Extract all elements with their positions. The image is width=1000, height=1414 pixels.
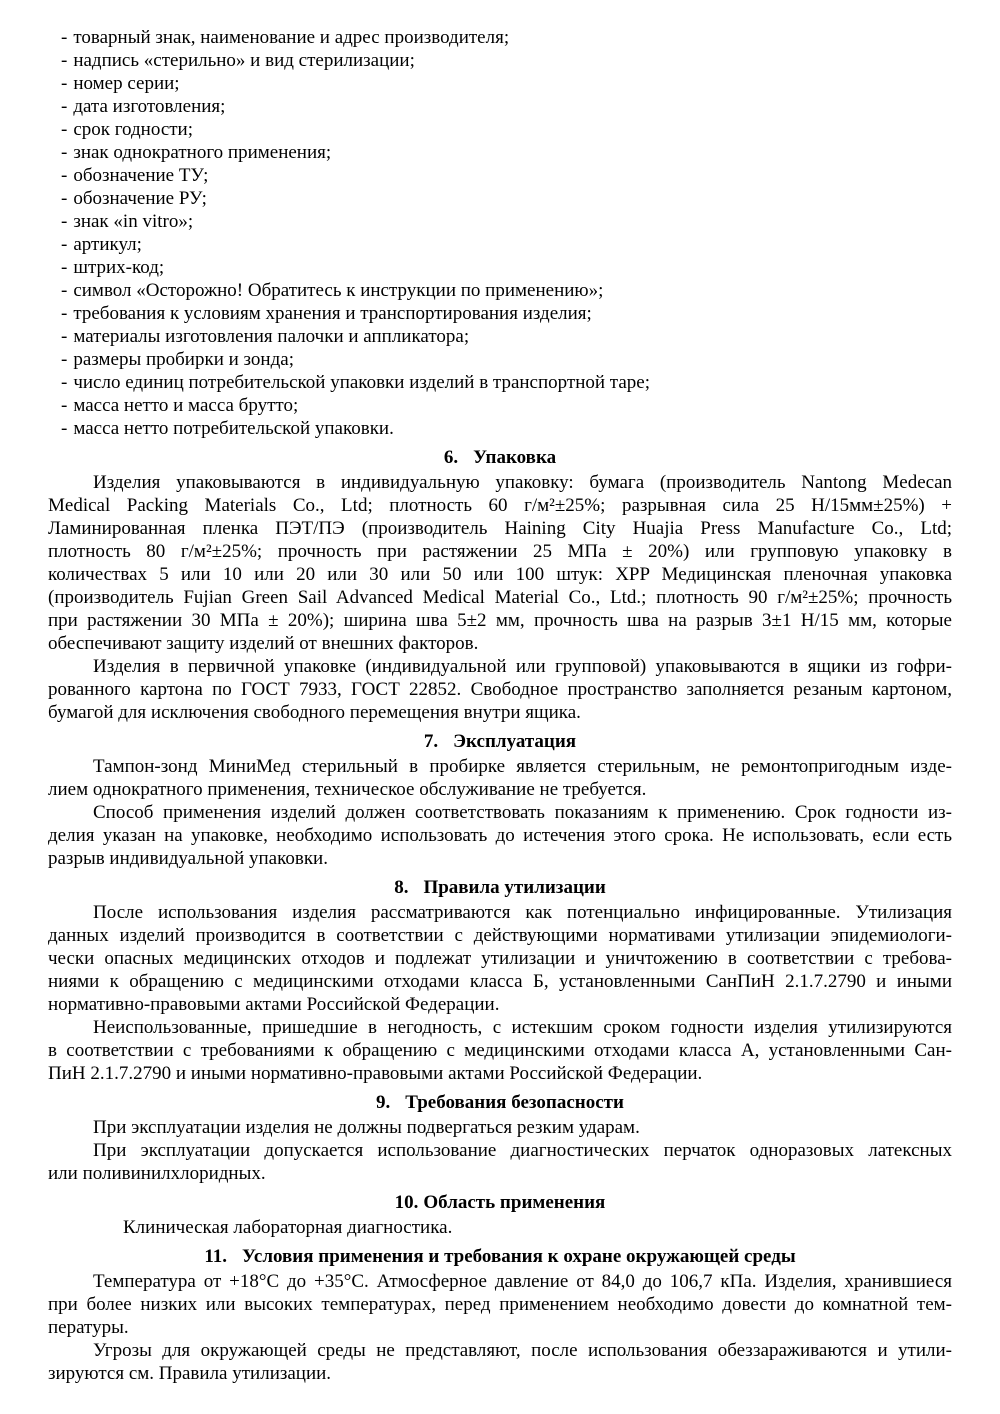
paragraph-line: в соответствии с требованиями к обращению с медицинскими отходами класса А, установленными Сан- [48, 1040, 952, 1061]
list-item [48, 302, 952, 325]
paragraph-line: пературы. [48, 1317, 129, 1338]
paragraph-line: Угрозы для окружающей среды не представляют, после использования обеззараживаются и утили- [93, 1340, 952, 1361]
list-marker: - [61, 27, 68, 48]
list-item [48, 72, 952, 95]
paragraph-line: Medical Packing Materials Co., Ltd; плотность 60 г/м²±25%; разрывная сила 25 Н/15мм±25%) + [48, 495, 952, 516]
list-item [48, 187, 952, 210]
list-marker: - [61, 142, 68, 163]
list-item-text: срок годности; [73, 119, 194, 140]
paragraph-line: при растяжении 30 МПа ± 20%); ширина шва 5±2 мм, прочность шва на разрыв 3±1 Н/15 мм, которые [48, 610, 952, 631]
list-marker: - [61, 119, 68, 140]
list-item-text: размеры пробирки и зонда; [73, 349, 294, 370]
paragraph-line: Ламинированная пленка ПЭТ/ПЭ (производитель Haining City Huajia Press Manufacture Co., Ltd; [48, 518, 952, 539]
list-item [48, 348, 952, 371]
list-item-text: масса нетто потребительской упаковки. [73, 418, 394, 439]
paragraph-line: делия указан на упаковке, необходимо использовать до истечения этого срока. Не использовать, если есть [48, 825, 952, 846]
paragraph-line: нормативно-правовыми актами Российской Федерации. [48, 994, 500, 1015]
paragraph-line: При эксплуатации допускается использование диагностических перчаток одноразовых латексных [93, 1140, 952, 1161]
heading-number: 7. [423, 731, 439, 752]
list-marker: - [61, 234, 68, 255]
paragraph-line: Способ применения изделий должен соответствовать показаниям к применению. Срок годности из- [93, 802, 952, 823]
paragraph-line: Тампон-зонд МиниМед стерильный в пробирке является стерильным, не ремонтопригодным изде- [93, 756, 952, 777]
list-item-text: знак однократного применения; [73, 142, 332, 163]
heading-number: 8. [394, 877, 409, 898]
list-marker: - [61, 303, 68, 324]
list-item-text: символ «Осторожно! Обратитесь к инструкции по применению»; [73, 280, 604, 301]
paragraph-line: (производитель Fujian Green Sail Advanced Medical Material Co., Ltd.; плотность 90 г/м²±25%; прочность [48, 587, 952, 608]
paragraph-line: разрыв индивидуальной упаковки. [48, 848, 328, 869]
paragraph-line: При эксплуатации изделия не должны подвергаться резким ударам. [93, 1117, 640, 1138]
list-item [48, 394, 952, 417]
paragraph [48, 1270, 952, 1339]
heading-number: 6. [443, 447, 459, 468]
list-item-text: обозначение РУ; [73, 188, 207, 209]
list-item-text: товарный знак, наименование и адрес производителя; [73, 27, 510, 48]
heading-title: Область применения [423, 1192, 606, 1213]
list-marker: - [61, 73, 68, 94]
section-heading-6 [48, 446, 952, 469]
list-marker: - [61, 280, 68, 301]
list-item [48, 325, 952, 348]
list-item-text: требования к условиям хранения и транспортирования изделия; [73, 303, 592, 324]
paragraph-line: количествах 5 или 10 или 20 или 30 или 50 или 100 штук: XPP Медицинская пленочная упаковка [48, 564, 952, 585]
paragraph-line: После использования изделия рассматриваются как потенциально инфицированные. Утилизация [93, 902, 952, 923]
list-marker: - [61, 418, 68, 439]
list-item-text: артикул; [73, 234, 142, 255]
list-item [48, 233, 952, 256]
paragraph-line: Клиническая лабораторная диагностика. [123, 1217, 453, 1238]
paragraph [48, 901, 952, 1016]
heading-title: Эксплуатация [453, 731, 577, 752]
paragraph-line: данных изделий производится в соответствии с действующими нормативами утилизации эпидемиологи- [48, 925, 952, 946]
paragraph-line: или поливинилхлоридных. [48, 1163, 266, 1184]
heading-title: Условия применения и требования к охране окружающей среды [242, 1246, 796, 1267]
list-item [48, 256, 952, 279]
paragraph [48, 471, 952, 655]
list-item-text: масса нетто и масса брутто; [73, 395, 299, 416]
paragraph-line: зируются см. Правила утилизации. [48, 1363, 332, 1384]
list-marker: - [61, 326, 68, 347]
heading-number: 10. [394, 1192, 419, 1213]
paragraph-line: бумагой для исключения свободного перемещения внутри ящика. [48, 702, 581, 723]
list-item [48, 279, 952, 302]
list-marker: - [61, 50, 68, 71]
section-heading-8 [48, 876, 952, 899]
list-item [48, 141, 952, 164]
paragraph-line: Температура от +18°С до +35°С. Атмосферное давление от 84,0 до 106,7 кПа. Изделия, хранившиеся [93, 1271, 952, 1292]
list-marker: - [61, 372, 68, 393]
list-item-text: надпись «стерильно» и вид стерилизации; [73, 50, 415, 71]
list-marker: - [61, 349, 68, 370]
list-item [48, 49, 952, 72]
list-marker: - [61, 211, 68, 232]
list-item [48, 26, 952, 49]
list-item-text: материалы изготовления палочки и аппликатора; [73, 326, 470, 347]
list-item-text: обозначение ТУ; [73, 165, 209, 186]
list-item-text: номер серии; [73, 73, 180, 94]
heading-number: 11. [204, 1246, 228, 1267]
heading-title: Упаковка [473, 447, 557, 468]
paragraph [48, 1016, 952, 1085]
paragraph-line: лием однократного применения, техническое обслуживание не требуется. [48, 779, 647, 800]
section-heading-7 [48, 730, 952, 753]
paragraph [48, 755, 952, 801]
heading-title: Требования безопасности [405, 1092, 624, 1113]
list-item [48, 417, 952, 440]
list-marker: - [61, 188, 68, 209]
paragraph [48, 801, 952, 870]
heading-number: 9. [376, 1092, 391, 1113]
list-marker: - [61, 395, 68, 416]
section-heading-11 [48, 1245, 952, 1268]
list-item [48, 210, 952, 233]
paragraph [48, 1116, 952, 1139]
list-item [48, 95, 952, 118]
list-marker: - [61, 257, 68, 278]
list-item [48, 164, 952, 187]
paragraph-line: чески опасных медицинских отходов и подлежат утилизации и уничтожению в соответствии с требова- [48, 948, 952, 969]
labeling-list [48, 26, 952, 440]
list-item-text: число единиц потребительской упаковки изделий в транспортной таре; [73, 372, 650, 393]
section-heading-10 [48, 1191, 952, 1214]
paragraph [48, 1139, 952, 1185]
paragraph [48, 1216, 952, 1239]
paragraph-line: обеспечивают защиту изделий от внешних факторов. [48, 633, 479, 654]
paragraph-line: Изделия в первичной упаковке (индивидуальной или групповой) упаковываются в ящики из гофри- [93, 656, 952, 677]
list-item-text: штрих-код; [73, 257, 165, 278]
paragraph [48, 655, 952, 724]
paragraph-line: рованного картона по ГОСТ 7933, ГОСТ 22852. Свободное пространство заполняется резаным картоном, [48, 679, 952, 700]
paragraph-line: при более низких или высоких температурах, перед применением необходимо довести до комнатной тем- [48, 1294, 952, 1315]
paragraph-line: ниями к обращению с медицинскими отходами класса Б, установленными СанПиН 2.1.7.2790 и иными [48, 971, 952, 992]
heading-title: Правила утилизации [423, 877, 606, 898]
paragraph-line: Неиспользованные, пришедшие в негодность, с истекшим сроком годности изделия утилизируются [93, 1017, 952, 1038]
paragraph-line: плотность 80 г/м²±25%; прочность при растяжении 25 МПа ± 20%) или групповую упаковку в [48, 541, 952, 562]
list-item [48, 371, 952, 394]
list-marker: - [61, 165, 68, 186]
list-marker: - [61, 96, 68, 117]
list-item-text: знак «in vitro»; [73, 211, 194, 232]
paragraph-line: ПиН 2.1.7.2790 и иными нормативно-правовыми актами Российской Федерации. [48, 1063, 703, 1084]
list-item [48, 118, 952, 141]
paragraph [48, 1339, 952, 1385]
list-item-text: дата изготовления; [73, 96, 226, 117]
paragraph-line: Изделия упаковываются в индивидуальную упаковку: бумага (производитель Nantong Medecan [93, 472, 952, 493]
section-heading-9 [48, 1091, 952, 1114]
